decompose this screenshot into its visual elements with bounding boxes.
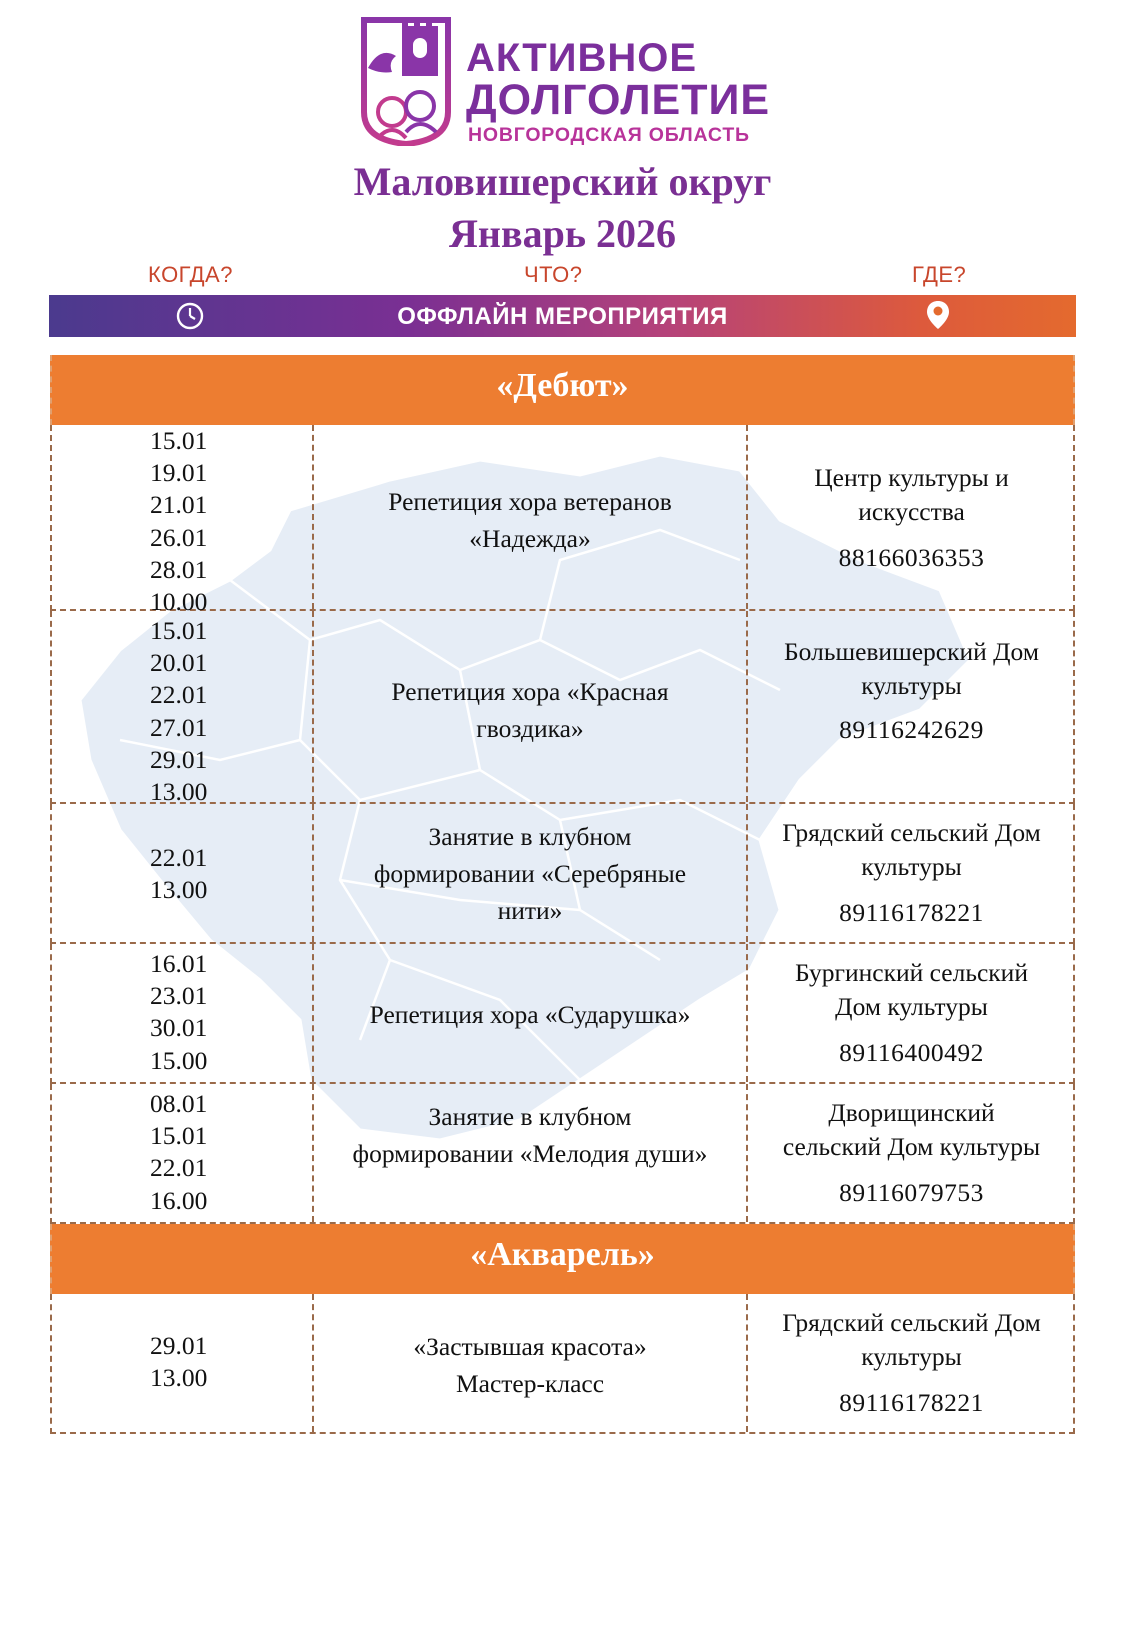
time-item: 13.00 [150, 1363, 208, 1393]
where-cell [748, 611, 1075, 802]
venue-name: Большевишерский Дом [784, 637, 1039, 666]
event-title: нити» [497, 896, 563, 925]
venue-phone: 89116242629 [839, 715, 984, 744]
when-cell [52, 1084, 314, 1222]
where-cell [748, 804, 1075, 942]
logo [358, 16, 778, 152]
date-item: 08.01 [150, 1089, 208, 1118]
event-title: Занятие в клубном [428, 1102, 632, 1131]
venue-name: культуры [861, 1342, 962, 1371]
venue-name: Бургинский сельский [795, 958, 1028, 987]
venue-name: Дом культуры [835, 992, 988, 1021]
event-title: гвоздика» [476, 714, 584, 743]
venue-name: Центр культуры и [814, 463, 1009, 492]
category-band [49, 295, 1076, 337]
time-item: 13.00 [150, 875, 208, 905]
event-title: формировании «Мелодия души» [352, 1139, 708, 1168]
date-item: 15.01 [150, 616, 208, 645]
venue-name: Дворищинский [828, 1098, 995, 1127]
date-item: 22.01 [150, 1153, 208, 1183]
logo-text-line3: НОВГОРОДСКАЯ ОБЛАСТЬ [468, 124, 750, 146]
date-item: 23.01 [150, 981, 208, 1011]
event-title: Репетиция хора «Красная [391, 677, 669, 706]
event-title: Занятие в клубном [428, 822, 632, 851]
date-item: 15.01 [150, 426, 208, 455]
when-cell [52, 804, 314, 942]
schedule-table [50, 355, 1075, 1434]
time-item: 10.00 [150, 587, 208, 617]
when-cell [52, 611, 314, 807]
venue-name: культуры [861, 852, 962, 881]
table-row [50, 944, 1075, 1084]
venue-phone: 89116178221 [839, 898, 984, 927]
venue-name: Грядский сельский Дом [782, 1308, 1041, 1337]
date-item: 20.01 [150, 648, 208, 678]
event-title: «Застывшая красота» [413, 1332, 647, 1361]
date-item: 30.01 [150, 1013, 208, 1043]
section-title: «Акварель» [470, 1236, 655, 1273]
venue-phone: 88166036353 [838, 543, 985, 572]
date-item: 26.01 [150, 522, 208, 552]
venue-name: Грядский сельский Дом [782, 818, 1041, 847]
when-cell [52, 944, 314, 1082]
band-title: ОФФЛАЙН МЕРОПРИЯТИЯ [397, 303, 728, 330]
section-header-akvarel [50, 1224, 1075, 1294]
venue-phone: 89116079753 [839, 1178, 984, 1207]
venue-name: искусства [858, 497, 965, 526]
logo-text-line2: ДОЛГОЛЕТИЕ [466, 76, 771, 124]
venue-name: сельский Дом культуры [782, 1132, 1041, 1161]
when-label: КОГДА? [148, 262, 233, 287]
venue-phone: 89116400492 [839, 1038, 984, 1067]
date-item: 27.01 [150, 712, 208, 742]
date-item: 22.01 [150, 843, 208, 872]
where-cell [748, 1084, 1075, 1222]
date-item: 29.01 [150, 744, 208, 774]
date-item: 15.01 [150, 1121, 208, 1151]
table-row [50, 425, 1075, 617]
event-title: формировании «Серебряные [373, 859, 687, 888]
event-title: «Надежда» [469, 524, 591, 553]
table-row [50, 1294, 1075, 1434]
date-item: 21.01 [150, 490, 208, 520]
date-item: 28.01 [150, 554, 208, 584]
where-cell [748, 1294, 1075, 1432]
where-cell [748, 944, 1075, 1082]
page-title: Маловишерский округ [353, 159, 772, 204]
what-label: ЧТО? [524, 262, 583, 287]
what-cell [314, 425, 748, 609]
event-title: Мастер-класс [455, 1369, 605, 1398]
table-row [50, 1084, 1075, 1224]
what-cell [314, 1084, 748, 1222]
time-item: 16.00 [150, 1185, 208, 1215]
section-title: «Дебют» [496, 367, 629, 404]
date-item: 29.01 [150, 1331, 208, 1360]
venue-phone: 89116178221 [839, 1388, 984, 1417]
when-cell [52, 1294, 314, 1432]
time-item: 15.00 [150, 1045, 208, 1075]
when-cell [52, 425, 314, 617]
date-item: 16.01 [150, 949, 208, 978]
venue-name: культуры [861, 671, 962, 700]
table-row [50, 611, 1075, 807]
event-title: Репетиция хора ветеранов [388, 487, 672, 516]
what-cell [314, 804, 748, 942]
what-cell [314, 944, 748, 1082]
active-longevity-emblem-icon [358, 16, 454, 146]
where-cell [748, 425, 1075, 609]
date-item: 19.01 [150, 458, 208, 488]
what-cell [314, 611, 748, 802]
time-item: 13.00 [150, 777, 208, 807]
page-subtitle: Январь 2026 [449, 211, 676, 256]
table-row [50, 804, 1075, 944]
section-header-debut [50, 355, 1075, 425]
what-cell [314, 1294, 748, 1432]
date-item: 22.01 [150, 680, 208, 710]
where-label: ГДЕ? [912, 262, 967, 287]
event-title: Репетиция хора «Сударушка» [369, 1000, 691, 1029]
location-pin-icon [925, 299, 951, 331]
logo-text-line1: АКТИВНОЕ [466, 36, 698, 80]
